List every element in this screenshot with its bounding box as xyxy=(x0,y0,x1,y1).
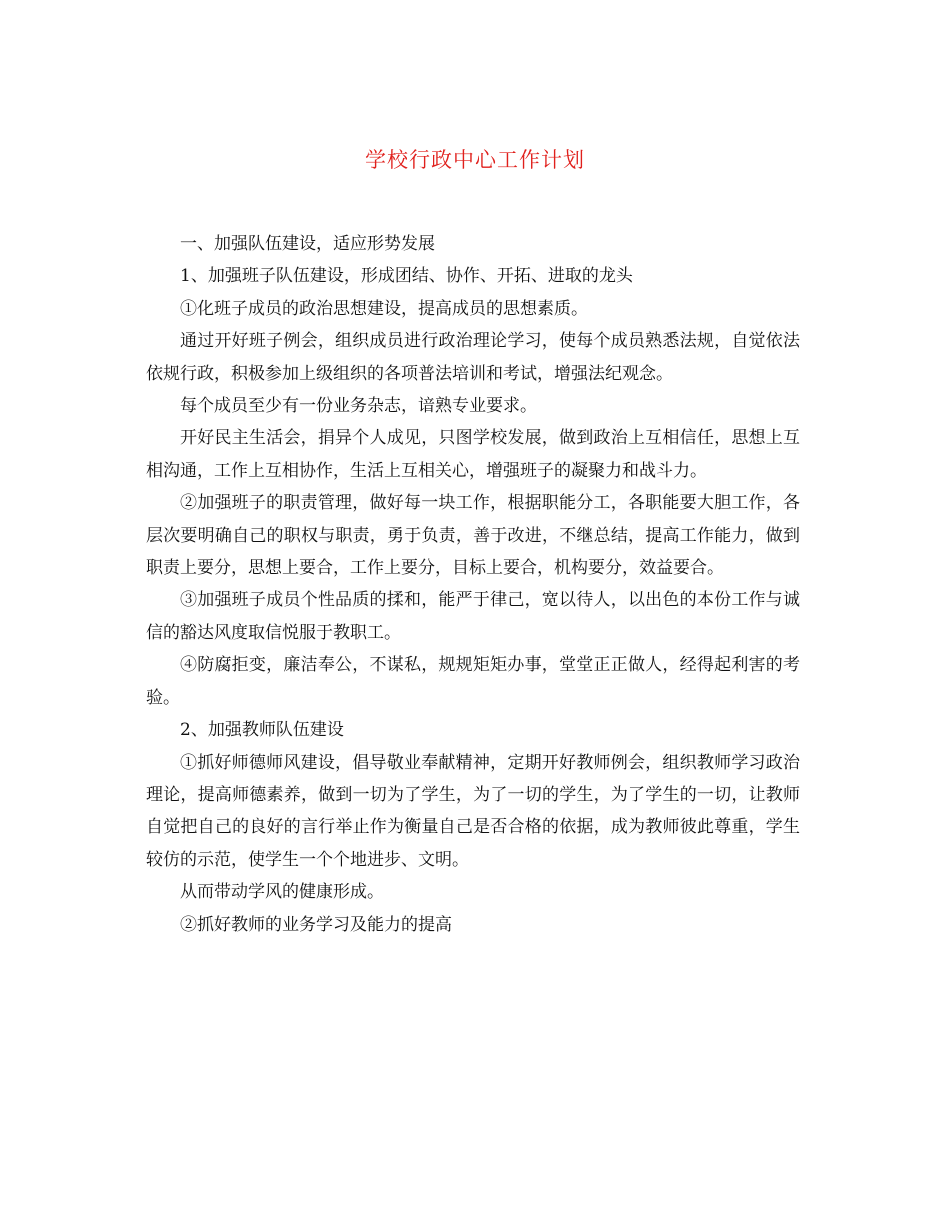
paragraph: ④防腐拒变，廉洁奉公，不谋私，规规矩矩办事，堂堂正正做人，经得起利害的考验。 xyxy=(146,655,800,708)
paragraph: ②加强班子的职责管理，做好每一块工作，根据职能分工，各职能要大胆工作，各层次要明确自己的职权与职责，勇于负责，善于改进，不继总结，提高工作能力，做到职责上要分，思想上要合，工作上要分，目标上要合，机构要分，效益要合。 xyxy=(146,493,800,579)
paragraph: 一、加强队伍建设，适应形势发展 xyxy=(180,234,435,254)
paragraph: 从而带动学风的健康形成。 xyxy=(180,882,384,903)
paragraph: 开好民主生活会，捐异个人成见，只图学校发展，做到政治上互相信任，思想上互相沟通，工作上互相协作，生活上互相关心，增强班子的凝聚力和战斗力。 xyxy=(146,428,800,481)
paragraph: 通过开好班子例会，组织成员进行政治理论学习，使每个成员熟悉法规，自觉依法依规行政，积极参加上级组织的各项普法培训和考试，增强法纪观念。 xyxy=(146,331,800,384)
document-title: 学校行政中心工作计划 xyxy=(365,148,585,172)
paragraph: ③加强班子成员个性品质的揉和，能严于律己，宽以待人，以出色的本份工作与诚信的豁达风度取信悦服于教职工。 xyxy=(146,590,800,643)
paragraph: 每个成员至少有一份业务杂志，谙熟专业要求。 xyxy=(180,396,537,417)
paragraph: ①抓好师德师风建设，倡导敬业奉献精神，定期开好教师例会，组织教师学习政治理论，提高师德素养，做到一切为了学生，为了一切的学生，为了学生的一切，让教师自觉把自己的良好的言行举止作为衡量自己是否合格的依据，成为教师彼此尊重，学生较仿的示范，使学生一个个地进步、文明。 xyxy=(146,752,800,870)
paragraph: 1、加强班子队伍建设，形成团结、协作、开拓、进取的龙头 xyxy=(180,266,633,287)
paragraph: 2、加强教师队伍建设 xyxy=(180,720,344,741)
paragraph: ①化班子成员的政治思想建设，提高成员的思想素质。 xyxy=(180,298,588,319)
paragraph: ②抓好教师的业务学习及能力的提高 xyxy=(180,914,452,935)
document-body xyxy=(146,228,800,941)
